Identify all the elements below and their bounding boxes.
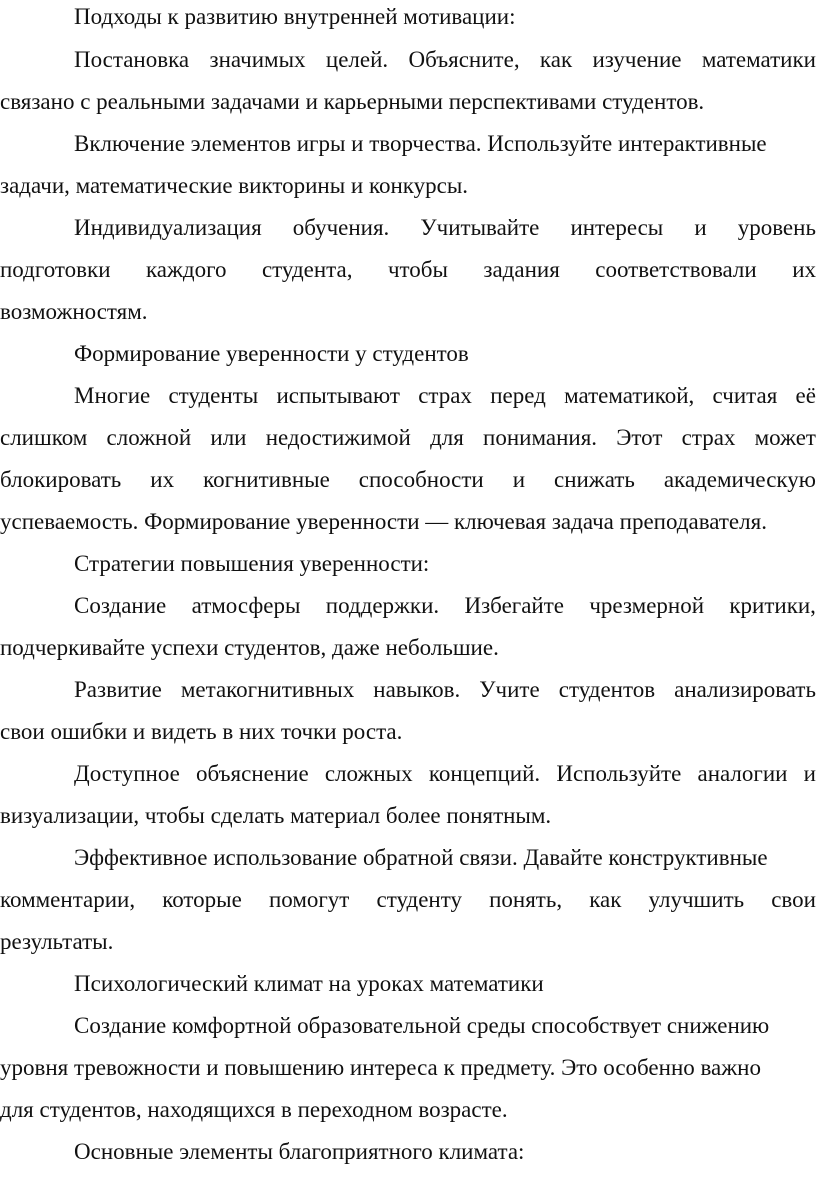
word: изучение [592,47,682,72]
word: студента, [261,257,353,282]
word: подготовки [0,257,111,282]
word: Избегайте [464,593,564,618]
word: блокировать [0,467,122,492]
word: снижать [553,467,635,492]
text-line-1: Подходы к развитию внутренней мотивации: [74,4,516,29]
text-line-11 [0,425,816,451]
text-line-6 [74,215,816,241]
text-line-8: возможностям. [0,299,148,324]
text-line-22 [0,887,816,913]
text-line-16: подчеркивайте успехи студентов, даже небольшие. [0,635,499,660]
word: задания [483,257,560,282]
word: атмосферы [191,593,301,618]
word: комментарии, [0,887,136,912]
word: концепций. [428,761,541,786]
word: каждого [145,257,227,282]
word: как [539,47,573,72]
word: обучения. [292,215,390,240]
text-line-2 [74,47,816,73]
word: метакогнитивных [180,677,355,702]
word: считая [712,383,778,408]
word: аналогии [697,761,788,786]
word: чтобы [387,257,448,282]
word: перед [490,383,546,408]
word: понять, [489,887,563,912]
text-line-21: Эффективное использование обратной связи. Давайте конструктивные [74,845,768,870]
word: когнитивные [203,467,330,492]
word: интересы [570,215,664,240]
word: их [150,467,175,492]
word: критики, [729,593,816,618]
word: студенту [376,887,462,912]
section-heading-strategies: Стратегии повышения уверенности: [74,551,430,576]
word: её [795,383,816,408]
word: улучшить [648,887,745,912]
word: помогут [268,887,350,912]
word: и [803,761,816,786]
word: как [589,887,622,912]
word: сложной [106,425,192,450]
text-line-5: задачи, математические викторины и конкурсы. [0,173,469,198]
word: которые [162,887,242,912]
word: их [792,257,816,282]
word: способности [358,467,484,492]
word: и [694,215,707,240]
word: сложных [324,761,413,786]
word: целей. [325,47,389,72]
word: слишком [0,425,88,450]
text-line-23: результаты. [0,929,114,954]
text-line-20: визуализации, чтобы сделать материал более понятным. [0,803,552,828]
text-line-17 [74,677,816,703]
text-line-12 [0,467,816,493]
word: и [512,467,526,492]
text-line-26: уровня тревожности и повышению интереса к предмету. Это особенно важно [0,1055,761,1080]
text-line-15 [74,593,816,619]
word: объяснение [196,761,309,786]
text-line-25: Создание комфортной образовательной среды способствует снижению [74,1013,770,1038]
word: Индивидуализация [74,215,262,240]
word: или [210,425,247,450]
word: Этот [616,425,663,450]
word: свои [771,887,816,912]
text-line-19 [74,761,816,787]
word: для [430,425,464,450]
word: студенты [168,383,259,408]
word: понимания. [483,425,598,450]
word: значимых [209,47,306,72]
word: студентов [558,677,656,702]
text-line-27: для студентов, находящихся в переходном возрасте. [0,1097,508,1122]
text-line-13: успеваемость. Формирование уверенности — ключевая задача преподавателя. [0,509,767,534]
word: Создание [74,593,167,618]
text-line-10 [74,383,816,409]
word: математикой, [564,383,695,408]
word: анализировать [674,677,816,702]
word: Постановка [74,47,190,72]
text-line-7 [0,257,816,283]
text-line-3: связано с реальными задачами и карьерными перспективами студентов. [0,89,705,114]
word: академическую [663,467,816,492]
word: чрезмерной [589,593,705,618]
word: уровень [737,215,816,240]
word: поддержки. [325,593,440,618]
text-line-18: свои ошибки и видеть в них точки роста. [0,719,403,744]
section-heading-elements: Основные элементы благоприятного климата: [74,1139,525,1164]
word: математики [701,47,816,72]
section-heading-climate: Психологический климат на уроках математики [74,971,544,996]
word: Многие [74,383,151,408]
word: страх [681,425,736,450]
word: недостижимой [265,425,411,450]
word: соответствовали [595,257,757,282]
word: Объясните, [408,47,520,72]
word: может [754,425,816,450]
word: Учитывайте [420,215,540,240]
text-line-4: Включение элементов игры и творчества. Используйте интерактивные [74,131,767,156]
word: Развитие [74,677,162,702]
word: Используйте [556,761,682,786]
word: навыков. [373,677,461,702]
word: Доступное [74,761,180,786]
word: Учите [479,677,540,702]
word: испытывают [276,383,400,408]
word: страх [418,383,472,408]
section-heading-confidence: Формирование уверенности у студентов [74,341,469,366]
